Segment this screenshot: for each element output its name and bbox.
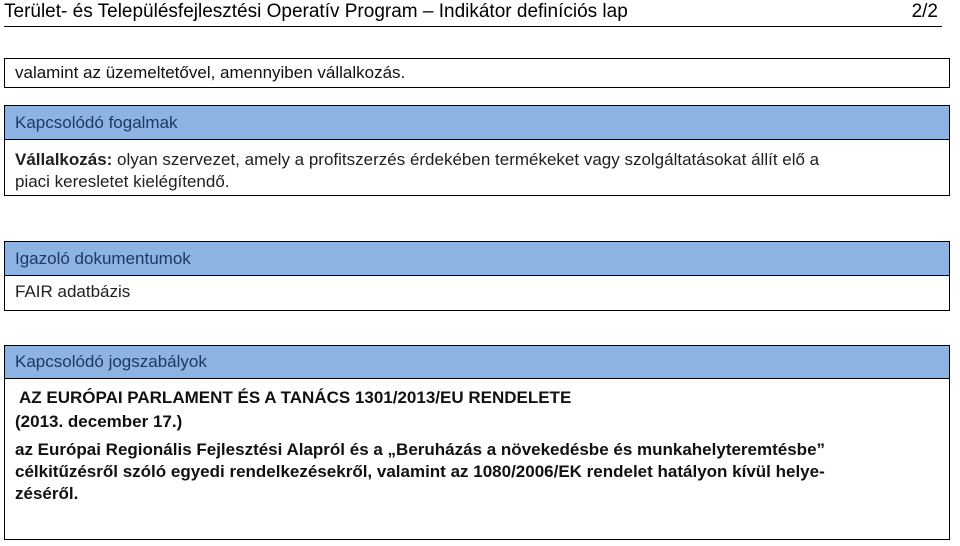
- law-description-line: célkitűzésről szóló egyedi rendelkezésekről, valamint az 1080/2006/EK rendelet hatályon kívül helye-: [15, 462, 825, 481]
- page-number: 2/2: [911, 1, 938, 22]
- law-title: AZ EURÓPAI PARLAMENT ÉS A TANÁCS 1301/2013/EU RENDELETE: [19, 388, 572, 407]
- law-description-line: az Európai Regionális Fejlesztési Alapról és a „Beruházás a növekedésbe és munkahelyteremtésbe”: [15, 440, 826, 459]
- supporting-docs-value: FAIR adatbázis: [15, 282, 131, 301]
- section-heading: Kapcsolódó fogalmak: [5, 106, 949, 140]
- continuation-box: [4, 58, 950, 88]
- section-heading: Kapcsolódó jogszabályok: [5, 346, 949, 379]
- definition-line: [15, 149, 939, 171]
- page-header: [4, 0, 942, 27]
- definition-text: olyan szervezet, amely a profitszerzés érdekében termékeket vagy szolgáltatásokat állít elő a: [112, 150, 820, 169]
- section-body: [5, 379, 949, 505]
- section-heading: Igazoló dokumentumok: [5, 242, 949, 276]
- law-description-line: zéséről.: [15, 484, 79, 503]
- term-label: Vállalkozás:: [15, 150, 113, 169]
- definition-line: piaci keresletet kielégítendő.: [15, 172, 230, 191]
- section-body: [5, 140, 949, 193]
- law-description: [15, 439, 939, 505]
- continuation-text: valamint az üzemeltetővel, amennyiben vállalkozás.: [15, 63, 406, 82]
- document-title: Terület- és Településfejlesztési Operatív Program – Indikátor definíciós lap: [4, 1, 628, 22]
- supporting-docs-section: [4, 241, 950, 311]
- law-date: (2013. december 17.): [15, 412, 183, 431]
- related-laws-section: [4, 345, 950, 540]
- related-terms-section: [4, 105, 950, 196]
